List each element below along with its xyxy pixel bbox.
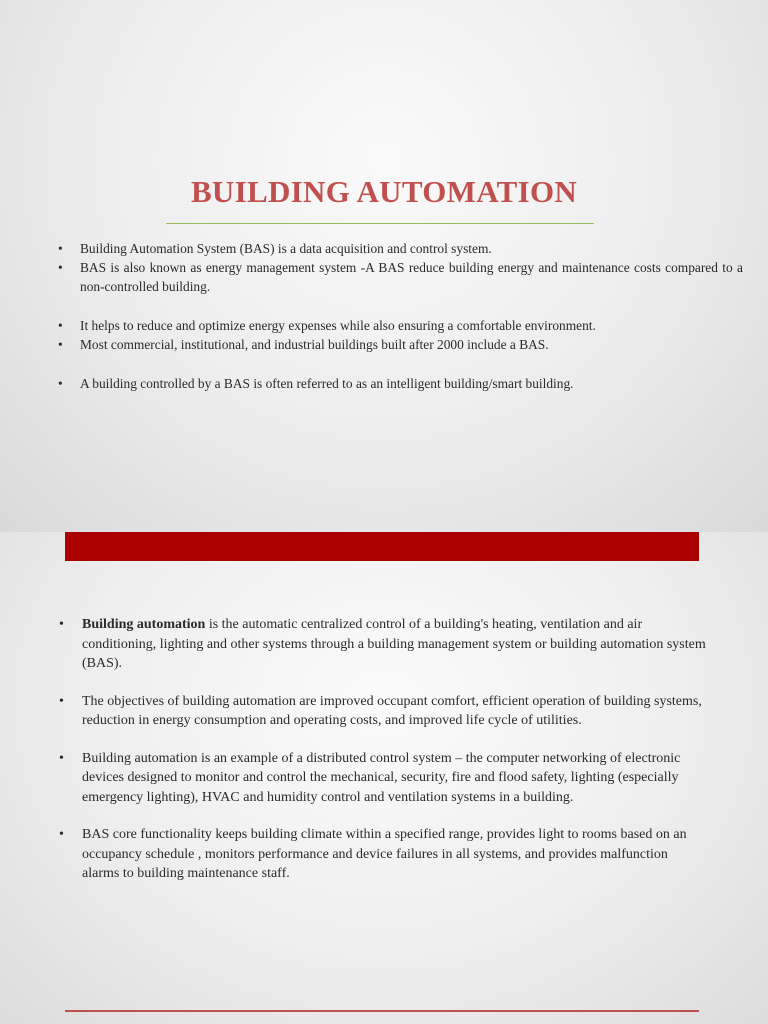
list-item [58,258,743,296]
list-item [59,692,706,731]
slide-title: BUILDING AUTOMATION [190,174,578,209]
list-item-text: is the automatic centralized control of a building's heating, ventilation and air conditioning, lighting and other systems through a building management system or building automation system (BAS). [82,617,706,671]
list-item [58,316,743,335]
bullet-icon: • [59,617,64,632]
bullet-icon: • [58,260,63,275]
list-item-text: The objectives of building automation are improved occupant comfort, efficient operation of building systems, reduction in energy consumption and operating costs, and improved life cycle of utilities. [82,693,702,728]
slide-2 [0,532,768,1024]
list-item [58,374,743,393]
bullet-icon: • [59,827,64,842]
list-item [58,335,743,354]
title-underline [166,223,594,224]
bullet-icon: • [59,693,64,709]
bullet-icon: • [58,318,63,333]
list-item-text: Building automation is an example of a distributed control system – the computer networking of electronic devices designed to monitor and control the mechanical, security, fire and flood safety, lighting (especially emergency lighting), HVAC and humidity control and ventilation systems in a building. [82,750,681,805]
header-band [65,532,699,561]
bullet-icon: • [58,376,63,391]
list-item-bold-term: Building automation [82,617,206,632]
bottom-rule [65,1010,699,1012]
list-item-text: A building controlled by a BAS is often referred to as an intelligent building/smart building. [80,376,574,391]
list-item-text: It helps to reduce and optimize energy expenses while also ensuring a comfortable environment. [80,318,596,333]
list-item-text: Most commercial, institutional, and industrial buildings built after 2000 include a BAS. [80,337,549,352]
bullet-icon: • [59,750,64,766]
list-item-text: Building Automation System (BAS) is a data acquisition and control system. [80,241,492,256]
list-item-text: BAS is also known as energy management system -A BAS reduce building energy and maintenance costs compared to a non-controlled building. [80,260,743,294]
list-item-text: BAS core functionality keeps building climate within a specified range, provides light to rooms based on an occupancy schedule , monitors performance and device failures in all systems, and provides malfunction alarms to building maintenance staff. [82,827,687,881]
bullet-icon: • [58,241,63,256]
bullet-list [59,615,706,902]
list-item [59,749,706,808]
list-item [59,825,706,884]
list-item [59,615,706,674]
list-item [58,239,743,258]
bullet-icon: • [58,337,63,352]
bullet-list [58,239,743,393]
